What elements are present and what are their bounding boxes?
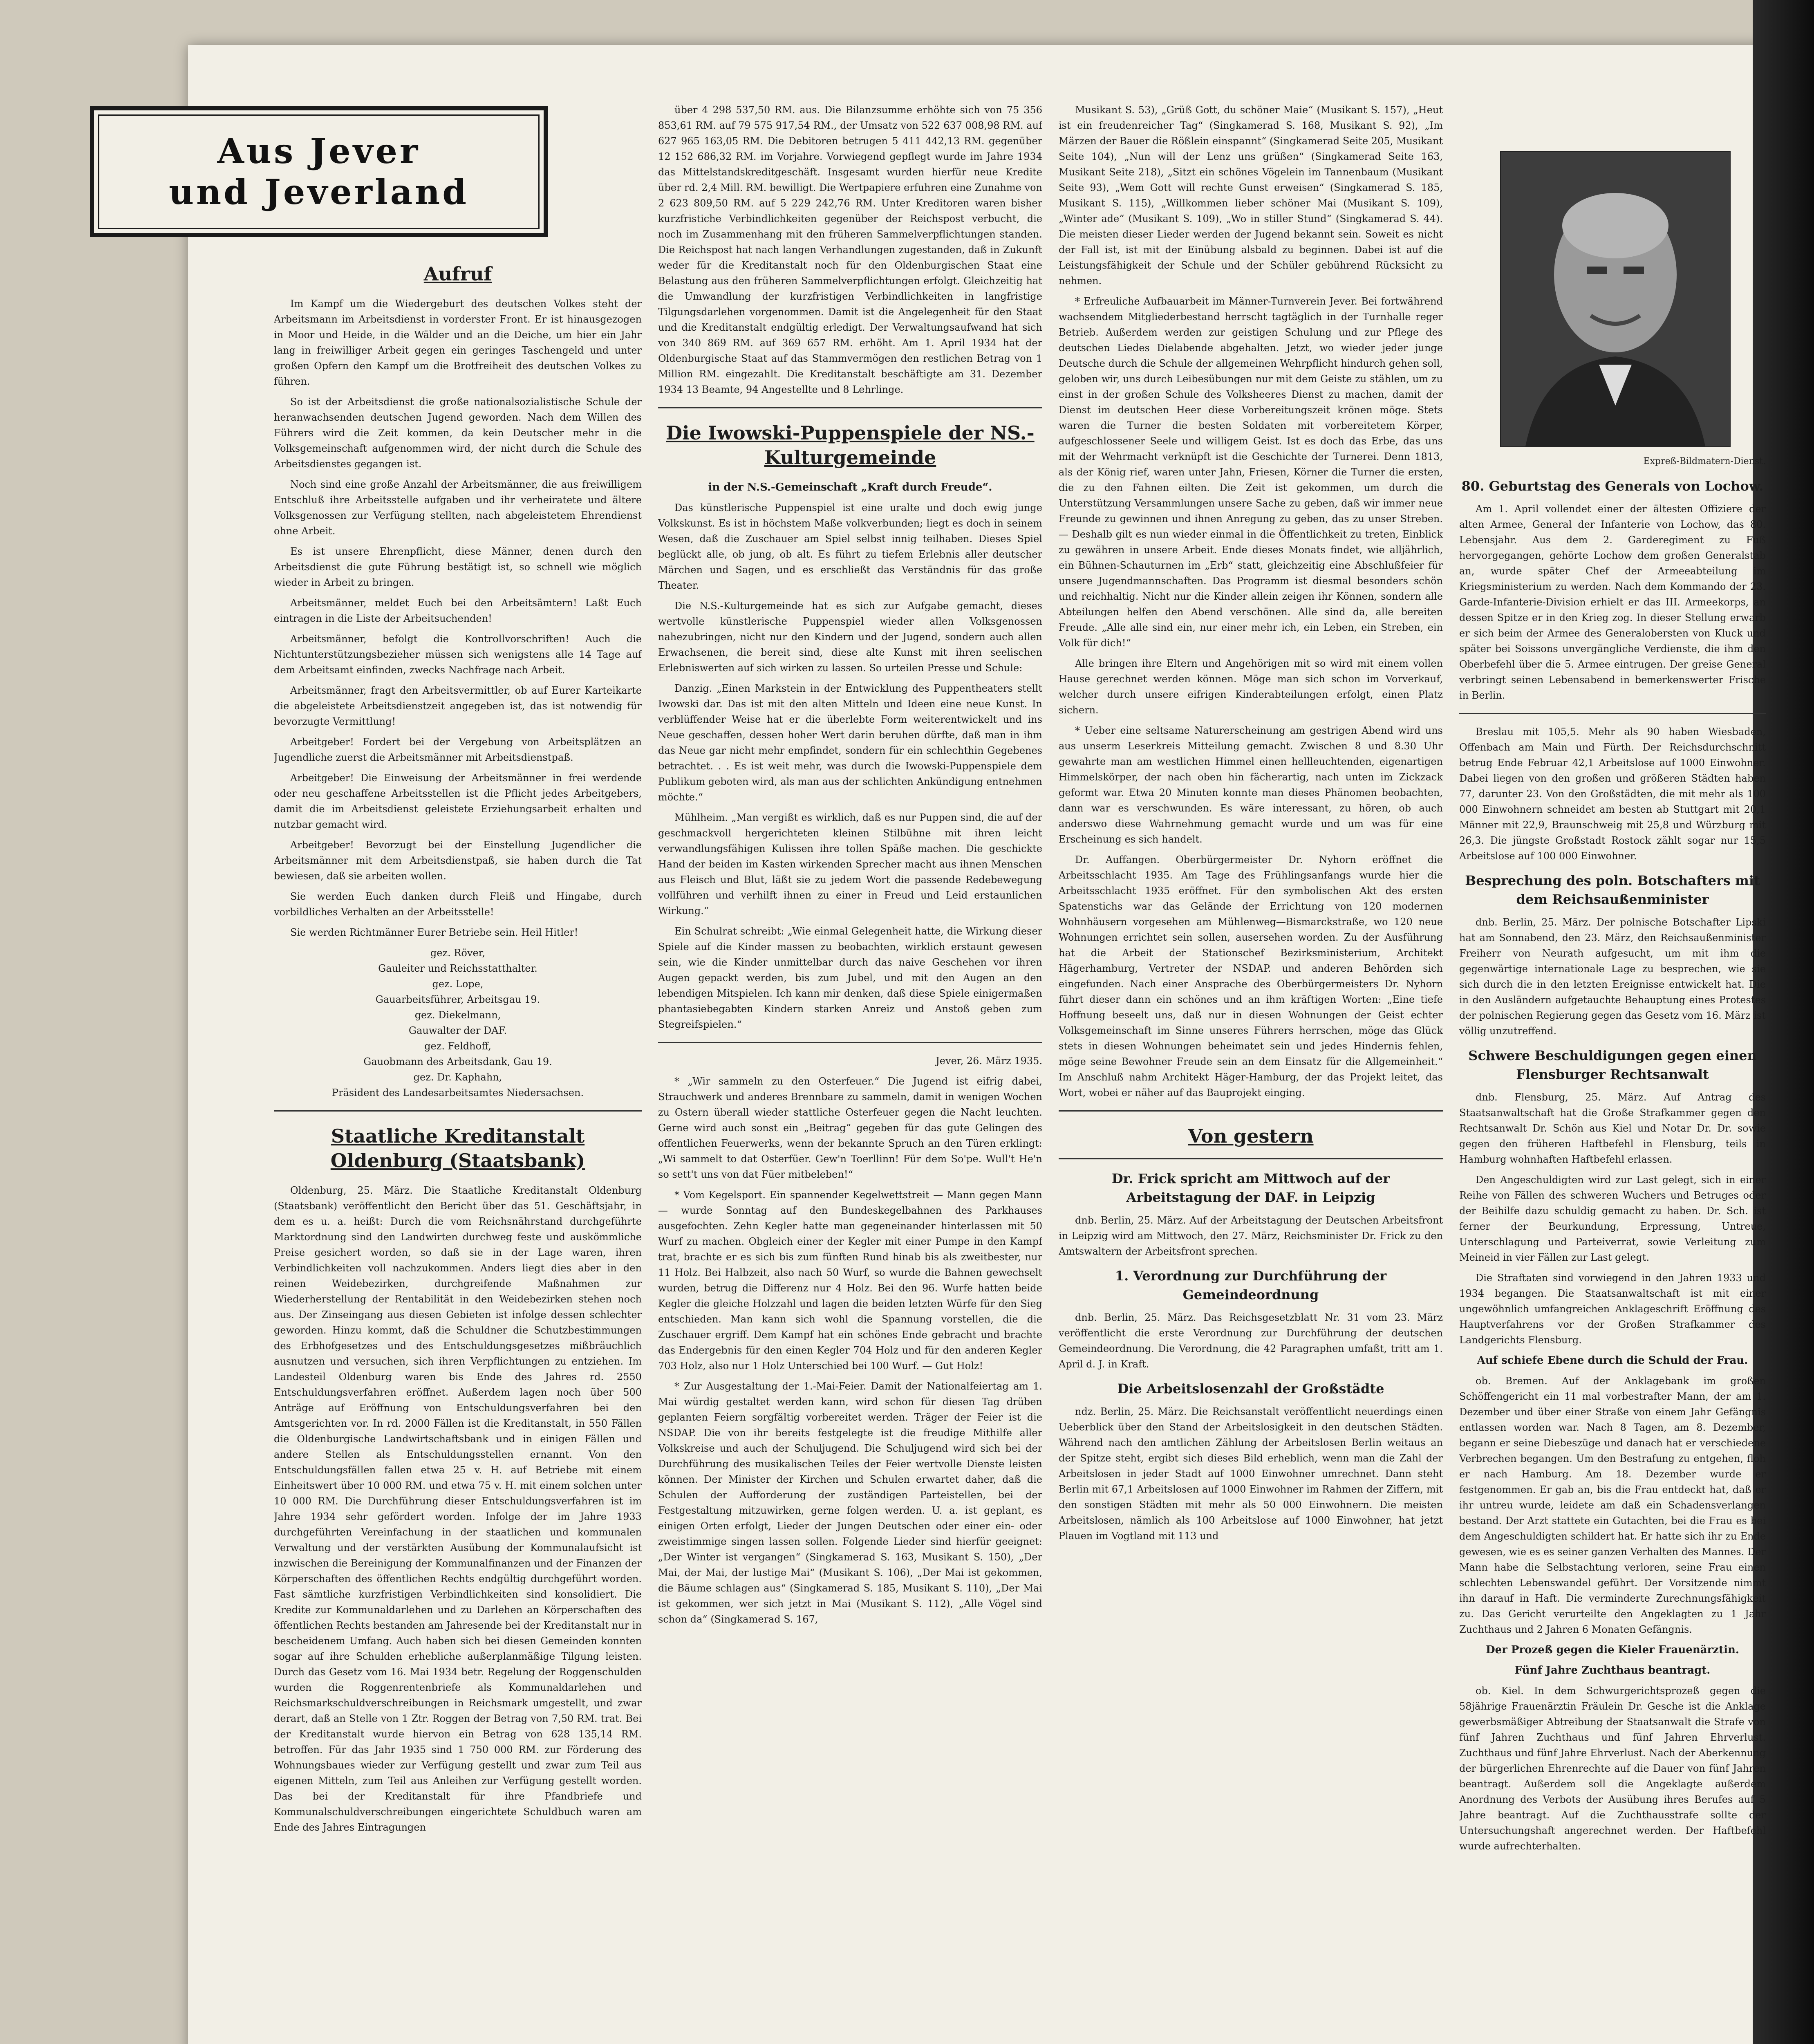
headline: Dr. Frick spricht am Mittwoch auf der Arbeitstagung der DAF. in Leipzig bbox=[1111, 1171, 1390, 1205]
signature-line: Präsident des Landesarbeitsamtes Niedersachsen. bbox=[331, 1087, 584, 1098]
column-4 bbox=[1459, 454, 1766, 2044]
col4-paragraph: Die Straftaten sind vorwiegend in den Jahren 1933 und 1934 begangen. Die Staatsanwaltschaft ist mit einer ungewöhnlich umfangreichen Anklageschrift Eröffnung des Hauptverfahrens vor der Großen Strafkammer des Landgerichts Flensburg. bbox=[1459, 1272, 1766, 1346]
col2-paragraph: Mühlheim. „Man vergißt es wirklich, daß es nur Puppen sind, die auf der geschmackvoll hergerichteten kleinen Stilbühne mit ihren leicht verwandlungsfähigen Kulissen ihre tollen Späße machen. Die geschickte Hand der beiden im Kasten wirkenden Sprecher macht aus ihnen Menschen aus Fleisch und Blut, läßt sie zu jedem Wort die passende Redebewegung vollführen und verhilft ihnen zu einer in Freud und Leid erstaunlichen Wirkung.“ bbox=[658, 812, 1042, 917]
col1-paragraph: Arbeitgeber! Die Einweisung der Arbeitsmänner in frei werdende oder neu geschaffene Arbeitsstellen ist die Pflicht jedes Arbeitgebers, damit die im Arbeitsdienst geleistete Erziehungsarbeit erhalten und nutzbar gemacht wird. bbox=[274, 772, 642, 830]
signature-line: gez. Röver, bbox=[430, 947, 486, 959]
masthead-line-1: Aus Jever bbox=[217, 131, 421, 171]
photo-credit: Expreß-Bildmatern-Dienst. bbox=[1643, 456, 1766, 466]
signature-line: gez. Diekelmann, bbox=[414, 1009, 501, 1021]
col1-paragraph: Sie werden Richtmänner Eurer Betriebe sein. Heil Hitler! bbox=[290, 927, 578, 938]
col3-paragraph: * Ueber eine seltsame Naturerscheinung am gestrigen Abend wird uns aus unserm Leserkreis Mitteilung gemacht. Zwischen 8 und 8.30 Uhr gewahrte man am westlichen Himmel einen hellleuchtenden, eigenartigen Himmelskörper, der nach oben hin fächerartig, nach unten im Zickzack geformt war. Etwa 20 Minuten konnte man dieses Phänomen beobachten, dann war es verschwunden. Es wäre interessant, zu hören, ob auch anderswo diese Wahrnehmung gemacht wurde und um was für eine Erscheinung es sich handelt. bbox=[1059, 725, 1443, 845]
col3-paragraph: dnb. Berlin, 25. März. Das Reichsgesetzblatt Nr. 31 vom 23. März veröffentlicht die erste Verordnung zur Durchführung der deutschen Gemeindeordnung. Die Verordnung, die 42 Paragraphen umfaßt, tritt am 1. April d. J. in Kraft. bbox=[1059, 1312, 1443, 1370]
col1-paragraph: So ist der Arbeitsdienst die große nationalsozialistische Schule der heranwachsenden deutschen Jugend geworden. Nach dem Willen des Führers wird die Zeit kommen, da kein Deutscher mehr in die Volksgemeinschaft aufgenommen wird, der nicht durch die Schule des Arbeitsdienstes gegangen ist. bbox=[274, 396, 642, 470]
signature-line: gez. Dr. Kaphahn, bbox=[413, 1071, 502, 1083]
col4-paragraph: Am 1. April vollendet einer der ältesten Offiziere der alten Armee, General der Infanterie von Lochow, das 80. Lebensjahr. Aus dem 2. Garderegiment zu Fuß hervorgegangen, gehörte Lochow dem großen Generalstab an, wurde später Chef der Armeeabteilung im Kriegsministerium zu werden. Nach dem Kommando der 23. Garde-Infanterie-Division erhielt er das III. Armeekorps, an dessen Spitze er in den Krieg zog. In dieser Stellung erwarb er sich beim der Armee des Generalobersten von Kluck und später bei Soissons unvergängliche Verdienste, die ihm den Oberbefehl über die 5. Armee eintrugen. Der greise General verbringt seinen Lebensabend in bemerkenswerter Frische in Berlin. bbox=[1459, 503, 1766, 701]
section-masthead bbox=[90, 106, 548, 237]
divider bbox=[1059, 1158, 1443, 1159]
subheading: Auf schiefe Ebene durch die Schuld der Frau. bbox=[1477, 1354, 1748, 1367]
col3-paragraph: Dr. Auffangen. Oberbürgermeister Dr. Nyhorn eröffnet die Arbeitsschlacht 1935. Am Tage des Frühlingsanfangs wurde hier die Arbeitsschlacht 1935 eröffnet. Für den symbolischen Akt des ersten Spatenstichs war das Gelände der Errichtung von 120 modernen Wohnhäusern vorgesehen am Mühlenweg—Bismarckstraße, wo 120 neue Wohnungen errichtet sein sollen, ausersehen worden. Zu der Ausführung hat die Arbeit der Stationschef Bezirksministerium, Architekt Hägerhamburg, Vertreter der NSDAP. und anderen Behörden sich eingefunden. Nach einer Ansprache des Oberbürgermeisters Dr. Nyhorn führt dieser dann ein schönes und an ihm kräftigen Worten: „Eine tiefe Hoffnung beseelt uns, daß nur in diesen Wohnungen der Geist echter Volksgemeinschaft im Sinne unseres Führers herrschen, möge das Glück stets in diesen Wohnungen beheimatet sein und jedes Hindernis fehlen, möge seine Bewohner Freude sein an dem Einsatz für die Allgemeinheit.“ Im Anschluß nahm Architekt Häger-Hamburg, der das Projekt leitet, das Wort, wobei er näher auf das Bauprojekt einging. bbox=[1059, 854, 1443, 1098]
col1-paragraph: Arbeitsmänner, fragt den Arbeitsvermittler, ob auf Eurer Karteikarte die abgeleistete Arbeitsdienstzeit angegeben ist, das ist notwendig für bevorzugte Vermittlung! bbox=[274, 685, 642, 727]
col1-paragraph: Arbeitsmänner, befolgt die Kontrollvorschriften! Auch die Nichtunterstützungsbezieher müssen sich wenigstens alle 14 Tage auf dem Arbeitsamt einfinden, zwecks Nachfrage nach Arbeit. bbox=[274, 633, 642, 676]
col2-paragraph: * „Wir sammeln zu den Osterfeuer.“ Die Jugend ist eifrig dabei, Strauchwerk und anderes Brennbare zu sammeln, damit in wenigen Wochen zu Ostern überall wieder stattliche Osterfeuer gegen die Nacht leuchten. Gerne wird auch sonst ein „Beitrag“ gegeben für das gute Gelingen des offentlichen Feuerwerks, wenn der bekannte Spruch an den Türen erklingt: „Wi sammelt to dat Osterfüer. Gew'n Toerllinn! Für dem So'pe. Wull't He'n so sett't uns von dat Füer mitbeleben!“ bbox=[658, 1076, 1042, 1180]
portrait-illustration bbox=[1501, 152, 1730, 446]
dateline: Jever, 26. März 1935. bbox=[936, 1055, 1042, 1067]
col2-paragraph: Danzig. „Einen Markstein in der Entwicklung des Puppentheaters stellt Iwowski dar. Das ist mit den alten Mitteln und Ideen eine neue Kunst. In verblüffender Weise hat er die überlebte Form weiterentwickelt und ins Neue geschaffen, dessen hoher Wert darin beruhen dürfte, daß man in ihm das Neue gar nicht mehr empfindet, sondern für ein schlechthin Gegebenes betrachtet. . . Es ist weit mehr, was durch die Iwowski-Puppenspiele dem Publikum geboten wird, als man aus der schlichten Ankündigung entnehmen möchte.“ bbox=[658, 683, 1042, 803]
col4-paragraph: dnb. Flensburg, 25. März. Auf Antrag des Staatsanwaltschaft hat die Große Strafkammer gegen den Rechtsanwalt Dr. Schön aus Kiel und Notar Dr. Dr. sowie gegen den früheren Haftbefehl in Flensburg, teils in Hamburg wohnhaften Haftbefehl erlassen. bbox=[1459, 1091, 1766, 1165]
divider bbox=[658, 407, 1042, 408]
col1-paragraph: Es ist unsere Ehrenpflicht, diese Männer, denen durch den Arbeitsdienst die gute Führung bestätigt ist, so schnell wie möglich wieder in Arbeit zu bringen. bbox=[274, 546, 642, 588]
column-2 bbox=[658, 102, 1042, 2044]
col2-paragraph: * Vom Kegelsport. Ein spannender Kegelwettstreit — Mann gegen Mann — wurde Sonntag auf den Bundeskegelbahnen des Parkhauses ausgefochten. Zehn Kegler hatte man gegeneinander hinterlassen mit 50 Wurf zu machen. Obgleich einer der Kegler mit einer Pumpe in den Kampf trat, brachte er es sich bis zum fünften Rund hinab bis als zweitbester, nur 11 Holz. Bei Halbzeit, also nach 50 Wurf, so wurde die Bahnen gewechselt wurden, betrug die Differenz nur 4 Holz. Bei den 96. Wurfe hatten beide Kegler die gleiche Holzzahl und lagen die beiden letzten Würfe für den Sieg entschieden. Man kann sich wohl die Spannung vorstellen, die die Zuschauer ergriff. Dem Kampf hat ein schönes Ende gebracht und brachte das Endergebnis für den einen Kegler 704 Holz und für den anderen Kegler 703 Holz, also nur 1 Holz Unterschied bei 100 Wurf. — Gut Holz! bbox=[658, 1189, 1042, 1372]
headline: 1. Verordnung zur Durchführung der Gemeindeordnung bbox=[1115, 1268, 1387, 1302]
col3-paragraph: * Erfreuliche Aufbauarbeit im Männer-Turnverein Jever. Bei fortwährend wachsendem Mitgliederbestand herrscht tagtäglich in der Turnhalle reger Betrieb. Außerdem werden zur geistigen Schulung und zur Pflege des deutschen Liedes Dielabende abgehalten. Jetzt, wo wieder jeder junge Deutsche durch die Schule der allgemeinen Wehrpflicht hindurch gehen soll, geloben wir, uns durch Leibesübungen nur mit dem Geiste zu stählen, um zu einst in der großen Schule des Volksheeres Dienst zu machen, damit der Dienst im deutschen Heer diese Vorbereitungszeit krönen möge. Stets waren die Turner die besten Soldaten mit vorbereitetem Körper, aufgeschlossener Seele und willigem Geist. Ist es doch das Erbe, das uns mit der Wehrmacht verknüpft ist die Geschichte der Turnerei. Denn 1813, als der König rief, waren unter Jahn, Friesen, Körner die Turner die ersten, die zu den Fahnen eilten. Die Zeit ist gekommen, um durch die Unterstützung Versammlungen unsere Sache zu geben, daß wir immer neue Freunde zu gewinnen und ihnen Anregung zu geben, das zu unser Streben. — Deshalb gilt es nun wieder einmal in die Öffentlichkeit zu treten, Einblick zu gewähren in unsere Arbeit. Ende dieses Monats findet, wie alljährlich, ein Bühnen-Schauturnen im „Erb“ statt, gleichzeitig eine Abschlußfeier für unsere Jugendmannschaften. Das Programm ist diesmal besonders schön und reichhaltig. Nicht nur die Kinder allein zeigen ihr Können, sondern alle Abteilungen helfen den Abend verschönen. Alle sind da, alle bereiten Freude. „Alle alle sind ein, nur einer mehr ich, ein Leben, ein Streben, ein Volk für dich!“ bbox=[1059, 296, 1443, 649]
col4-paragraph: Den Angeschuldigten wird zur Last gelegt, sich in einer Reihe von Fällen des schweren Wuchers und Betruges oder der Beihilfe dazu schuldig gemacht zu haben. Dr. Sch. ist ferner der Beurkundung, Erpressung, Untreue, Unterschlagung und Parteiverrat, sowie Verleitung zum Meineid in vier Fällen zur Last gelegt. bbox=[1459, 1174, 1766, 1263]
divider bbox=[1059, 1110, 1443, 1112]
col4-paragraph: Breslau mit 105,5. Mehr als 90 haben Wiesbaden, Offenbach am Main und Fürth. Der Reichsdurchschnitt betrug Ende Februar 42,1 Arbeitslose auf 1000 Einwohner. Dabei liegen von den großen und größeren Städten haben 77, darunter 23. Von den Großstädten, die mit mehr als 100 000 Einwohnern schneidet am besten ab Stuttgart mit 20,1 Männer mit 22,9, Braunschweig mit 25,8 und Würzburg mit 26,3. Die jüngste Großstadt Rostock zählt sogar nur 15,5 Arbeitslose auf 100 000 Einwohner. bbox=[1459, 726, 1766, 862]
subheading: Fünf Jahre Zuchthaus beantragt. bbox=[1514, 1664, 1711, 1676]
divider bbox=[658, 1042, 1042, 1043]
col2-paragraph: Die N.S.-Kulturgemeinde hat es sich zur Aufgabe gemacht, dieses wertvolle künstlerische Puppenspiel wieder allen Volksgenossen nahezubringen, nicht nur den Kindern und der Jugend, sondern auch allen Erwachsenen, die bereit sind, diese alte Kunst mit ihren seelischen Erlebniswerten auf sich wirken zu lassen. So urteilen Presse und Schule: bbox=[658, 600, 1042, 674]
portrait-photo bbox=[1500, 151, 1731, 447]
column-3 bbox=[1059, 102, 1443, 2044]
col2-paragraph: über 4 298 537,50 RM. aus. Die Bilanzsumme erhöhte sich von 75 356 853,61 RM. auf 79 575 917,54 RM., der Umsatz von 522 637 008,98 RM. auf 627 965 163,05 RM. Die Debitoren betrugen 5 411 442,13 RM. gegenüber 12 152 686,32 RM. im Vorjahre. Vorwiegend gepflegt wurde im Jahre 1934 das Mittelstandskreditgeschäft. Insgesamt wurden hierfür neue Kredite über rd. 2,4 Mill. RM. bewilligt. Die Wertpapiere erfuhren eine Zunahme von 2 623 809,50 RM. auf 5 229 242,76 RM. Unter Kreditoren waren bisher kurzfristiche Verbindlichkeiten gegenüber der Reichspost verbucht, die noch im Zusammenhang mit den früheren Sammelverpflichtungen standen. Die Reichspost hat nach langen Verhandlungen zugestanden, daß in Zukunft weder für die Kreditanstalt noch für den Oldenburgischen Staat eine Belastung aus den früheren Sammelverpflichtungen erfolgt. Gleichzeitig hat die Umwandlung der kurzfristigen Verbindlichkeiten in langfristige Tilgungsdarlehen vorgenommen. Damit ist die Angelegenheit für den Staat und die Kreditanstalt endgültig erledigt. Der Verwaltungsaufwand hat sich von 340 869 RM. auf 369 657 RM. erhöht. Am 1. April 1934 hat der Oldenburgische Staat auf das Stammvermögen den restlichen Betrag von 1 Million RM. eingezahlt. Die Kreditanstalt beschäftigte am 31. Dezember 1934 13 Beamte, 94 Angestellte und 8 Lehrlinge. bbox=[658, 104, 1042, 395]
heading-aufruf: Aufruf bbox=[423, 263, 492, 285]
column-1 bbox=[274, 249, 642, 2044]
signature-line: Gauleiter und Reichsstatthalter. bbox=[378, 963, 537, 974]
col3-paragraph: Alle bringen ihre Eltern und Angehörigen mit so wird mit einem vollen Hause gerechnet werden können. Möge man sich schon im Vorverkauf, welcher durch unsere eifrigen Kinderabteilungen erfolgt, einen Platz sichern. bbox=[1059, 658, 1443, 716]
signature-line: gez. Lope, bbox=[432, 978, 484, 990]
col4-paragraph: ob. Bremen. Auf der Anklagebank im großen Schöffengericht ein 11 mal vorbestrafter Mann, der am 1. Dezember und über einer Straße von einem Jahr Gefängnis entlassen worden war. Nach 8 Tagen, am 8. Dezember, begann er seine Diebeszüge und danach hat er verschiedene Verbrechen begangen. Um den Bestrafung zu entgehen, floh er nach Hamburg. Am 18. Dezember wurde er festgenommen. Er gab an, bis die Frau entdeckt hat, daß er ihr untreu wurde, leidete am daß ein Schadensverlangen bestand. Der Arzt stattete ein Gutachten, bei die Frau es bei dem Angeschuldigten schildert hat. Er hatte sich ihr zu Ende gewesen, wie es es seiner ganzen Verhalten des Mannes. Der Mann habe die Selbstachtung verloren, seine Frau einen schlechten Lebenswandel geführt. Der Vorsitzende nimmt ihn darauf in Haft. Die verminderte Zurechnungsfähigkeit zu. Das Gericht verurteilte den Angeklagten zu 1 Jahr Zuchthaus und 2 Jahren 6 Monaten Gefängnis. bbox=[1459, 1375, 1766, 1635]
headline: Schwere Beschuldigungen gegen einen Flensburger Rechtsanwalt bbox=[1468, 1048, 1757, 1082]
col1-paragraph: Arbeitgeber! Fordert bei der Vergebung von Arbeitsplätzen an Jugendliche zuerst die Arbeitsmänner mit Arbeitsdienstpaß. bbox=[274, 736, 642, 763]
col3-paragraph: ndz. Berlin, 25. März. Die Reichsanstalt veröffentlicht neuerdings einen Ueberblick über den Stand der Arbeitslosigkeit in den deutschen Städten. Während nach den amtlichen Zählung der Arbeitslosen Berlin weitaus an der Spitze steht, ergibt sich dieses Bild erheblich, wenn man die Zahl der Arbeitslosen in jeder Stadt auf 1000 Einwohner umrechnet. Dann steht Berlin mit 67,1 Arbeitslosen auf 1000 Einwohner im Rahmen der Ziffern, mit den sonstigen Städten mit mehr als 50 000 Einwohnern. Die meisten Arbeitslosen, nämlich als 100 Arbeitslose auf 1000 Einwohner, hat jetzt Plauen im Vogtland mit 113 und bbox=[1059, 1406, 1443, 1542]
signature-line: Gauarbeitsführer, Arbeitsgau 19. bbox=[375, 994, 540, 1005]
col1-paragraph: Oldenburg, 25. März. Die Staatliche Kreditanstalt Oldenburg (Staatsbank) veröffentlicht den Bericht über das 51. Geschäftsjahr, in dem es u. a. heißt: Durch die vom Reichsnährstand durchgeführte Marktordnung sind den Landwirten durchweg feste und auskömmliche Preise gesichert worden, so daß sie in der Lage waren, ihren Verbindlichkeiten voll nachzukommen. Anders liegt dies aber in den reinen Weidebezirken, durchgreifende Maßnahmen zur Wiederherstellung der Rentabilität in den Weidebezirken stehen noch aus. Der Zinseingang aus diesen Gebieten ist infolge dessen schlechter geworden. Hinzu kommt, daß die Schuldner die Schutzbestimmungen des Erbhofgesetzes und des Entschuldungsgesetzes mißbräuchlich ausnutzen und versuchen, sich ihren Verpflichtungen zu entziehen. Im Landesteil Oldenburg waren bis Ende des Jahres rd. 2550 Entschuldungsverfahren eröffnet. Außerdem lagen noch über 500 Anträge auf Eröffnung von Entschuldungsverfahren bei den Amtsgerichten vor. In rd. 2000 Fällen ist die Kreditanstalt, in 550 Fällen die Oldenburgische Landwirtschaftsbank und in einigen Fällen und andere Stellen als Entschuldungsstellen ernannt. Von den Entschuldungsfällen fallen etwa 25 v. H. auf Betriebe mit einem Einheitswert über 10 000 RM. und etwa 75 v. H. mit einem solchen unter 10 000 RM. Die Durchführung dieser Entschuldungsverfahren ist im Jahre 1934 sehr gefördert worden. Infolge der im Jahre 1933 durchgeführten Vereinfachung in der staatlichen und kommunalen Verwaltung und der verstärkten Ausübung der Kommunalaufsicht ist inzwischen die Bereinigung der Kommunalfinanzen und der Finanzen der Körperschaften des öffentlichen Rechts endgültig durchgeführt worden. Fast sämtliche kurzfristigen Verbindlichkeiten sind konsolidiert. Die Kredite zur Kommunaldarlehen und zu Darlehen an Körperschaften des öffentlichen Rechts bestanden am Jahresende bei der Kreditanstalt nur in bescheidenem Umfang. Auch haben sich bei diesen Gemeinden konnten sogar auf ihre Schulden erhebliche außerplanmäßige Tilgung leisten. Durch das Gesetz vom 16. Mai 1934 betr. Regelung der Roggenschulden wurden die Roggenrentenbriefe als Kommunaldarlehen und Reichsmarkschuldverschreibungen in Reichsmark umgestellt, und zwar derart, daß an Stelle von 1 Ztr. Roggen der Betrag von 7,50 RM. trat. Bei der Kreditanstalt wurde hiervon ein Betrag von 628 135,14 RM. betroffen. Für das Jahr 1935 sind 1 750 000 RM. zur Förderung des Wohnungsbaues wieder zur Verfügung gestellt und zwar zum Teil aus eigenen Mitteln, zum Teil aus Anleihen zur Verfügung gestellt worden. Das bei der Kreditanstalt für ihre Pfandbriefe und Kommunalschuldverschreibungen eingerichtete Schuldbuch waren am Ende des Jahres Eintragungen bbox=[274, 1185, 642, 1833]
divider bbox=[1459, 713, 1766, 714]
col3-paragraph: Musikant S. 53), „Grüß Gott, du schöner Maie“ (Musikant S. 157), „Heut ist ein freudenreicher Tag“ (Singkamerad S. 168, Musikant S. 92), „Im Märzen der Bauer die Rößlein einspannt“ (Singkamerad Seite 205, Musikant Seite 104), „Nun will der Lenz uns grüßen“ (Singkamerad Seite 163, Musikant Seite 218), „Sitzt ein schönes Vögelein im Tannenbaum (Musikant Seite 93), „Wem Gott will rechte Gunst erweisen“ (Singkamerad S. 185, Musikant S. 115), „Willkommen lieber schöner Mai (Musikant S. 109), „Winter ade“ (Musikant S. 109), „Wo in stiller Stund“ (Singkamerad S. 44). Die meisten dieser Lieder werden der Jugend bekannt sein. Soweit es nicht der Fall ist, ist mit der Einübung alsbald zu beginnen. Dabei ist auf die Leistungsfähigkeit der Schule und der Schüler gebührend Rücksicht zu nehmen. bbox=[1059, 104, 1443, 287]
signature-line: Gauwalter der DAF. bbox=[408, 1025, 507, 1036]
col2-paragraph: * Zur Ausgestaltung der 1.-Mai-Feier. Damit der Nationalfeiertag am 1. Mai würdig gestaltet werden kann, wird schon für diesen Tag drüben geplanten Feiern sorgfältig vorbereitet werden. Träger der Feier ist die NSDAP. Die von ihr bereits festgelegte ist die freudige Mithilfe aller Volkskreise und auch der Schuljugend. Die Schuljugend wird sich bei der Durchführung des musikalischen Teiles der Feier wertvolle Dienste leisten können. Der Minister der Kirchen und Schulen erwartet daher, daß die Schulen der Aufforderung der zuständigen Parteistellen, bei der Festgestaltung mitzuwirken, gerne folgen werden. U. a. ist geplant, es einigen Orten erfolgt, Lieder der Jungen Deutschen oder einer ein- oder zweistimmige singen lassen sollen. Folgende Lieder sind hierfür geeignet: „Der Winter ist vergangen“ (Singkamerad S. 163, Musikant S. 150), „Der Mai, der Mai, der lustige Mai“ (Musikant S. 106), „Der Mai ist gekommen, die Bäume schlagen aus“ (Singkamerad S. 185, Musikant S. 110), „Der Mai ist gekommen, wer sich jetzt in Mai (Musikant S. 112), „Alle Vögel sind schon da“ (Singkamerad S. 167, bbox=[658, 1381, 1042, 1625]
col1-paragraph: Im Kampf um die Wiedergeburt des deutschen Volkes steht der Arbeitsmann im Arbeitsdienst in vorderster Front. Er ist hinausgezogen in Moor und Heide, in die Wälder und an die Deiche, um hier ein Jahr lang in freiwilliger Arbeit gegen ein geringes Taschengeld und unter großen Opfern den Kampf um die Brotfreiheit des deutschen Volkes zu führen. bbox=[274, 298, 642, 387]
col4-paragraph: dnb. Berlin, 25. März. Der polnische Botschafter Lipski hat am Sonnabend, den 23. März, den Reichsaußenminister Freiherr von Neurath aufgesucht, um mit ihm die gegenwärtige internationale Lage zu besprechen, wie sie sich durch die in den letzten Ereignisse entwickelt hat. Die in den Ausländern aufgetauchte Behauptung eines Protestes der polnischen Regierung gegen das Gesetz vom 16. März ist völlig unzutreffend. bbox=[1459, 917, 1766, 1037]
col3-paragraph: dnb. Berlin, 25. März. Auf der Arbeitstagung der Deutschen Arbeitsfront in Leipzig wird am Mittwoch, den 27. März, Reichsminister Dr. Frick zu den Amtswaltern der Arbeitsfront sprechen. bbox=[1059, 1215, 1443, 1257]
headline: Besprechung des poln. Botschafters mit dem Reichsaußenminister bbox=[1465, 873, 1760, 907]
col1-paragraph: Arbeitgeber! Bevorzugt bei der Einstellung Jugendlicher die Arbeitsmänner mit dem Arbeitsdienstpaß, sie haben durch die Tat bewiesen, daß sie arbeiten wollen. bbox=[274, 839, 642, 882]
divider bbox=[274, 1110, 642, 1112]
col4-paragraph: ob. Kiel. In dem Schwurgerichtsprozeß gegen die 58jährige Frauenärztin Fräulein Dr. Gesche ist die Anklage gewerbsmäßiger Abtreibung der Staatsanwalt die Strafe von fünf Jahren Zuchthaus und fünf Jahren Ehrverlust. Zuchthaus und fünf Jahre Ehrverlust. Nach der Aberkennung der bürgerlichen Ehrenrechte auf die Dauer von fünf Jahren beantragt. Außerdem soll die Angeklagte außerdem Anordnung des Verbots der Ausübung ihres Berufes auf 5 Jahre beantragt. Auf die Zuchthausstrafe sollte der Untersuchungshaft angerechnet werden. Der Haftbefehl wurde aufrechterhalten. bbox=[1459, 1685, 1766, 1852]
col2-paragraph: Ein Schulrat schreibt: „Wie einmal Gelegenheit hatte, die Wirkung dieser Spiele auf die Kinder massen zu beobachten, wirklich erstaunt gewesen sein, wie die Kinder unmittelbar durch das naive Geschehen vor ihren Augen gepackt werden, bis zum Jubel, und mit den Augen an den lebendigen Mitspielen. Ich kann mir denken, daß diese Spiele einigermaßen phantasiebegabten Kindern starken Anreiz und Anstoß geben zum Stegreifspielen.“ bbox=[658, 926, 1042, 1030]
photo-title: 80. Geburtstag des Generals von Lochow. bbox=[1461, 478, 1764, 494]
signature-line: Gauobmann des Arbeitsdank, Gau 19. bbox=[363, 1056, 552, 1067]
subheading: in der N.S.-Gemeinschaft „Kraft durch Freude“. bbox=[708, 481, 992, 493]
col1-paragraph: Sie werden Euch danken durch Fleiß und Hingabe, durch vorbildliches Verhalten an der Arbeitsstelle! bbox=[274, 891, 642, 918]
heading-kreditanstalt: Staatliche Kreditanstalt Oldenburg (Staatsbank) bbox=[330, 1125, 585, 1172]
heading-puppenspiele: Die Iwowski-Puppenspiele der NS.-Kulturgemeinde bbox=[666, 422, 1035, 468]
subheading: Der Prozeß gegen die Kieler Frauenärztin. bbox=[1486, 1644, 1739, 1656]
col1-paragraph: Noch sind eine große Anzahl der Arbeitsmänner, die aus freiwilligem Entschluß ihre Arbeitsstelle aufgaben und ihr verheiratete und ältere Volksgenossen zur Verfügung stellten, nach abgeleistetem Ehrendienst ohne Arbeit. bbox=[274, 479, 642, 537]
headline: Die Arbeitslosenzahl der Großstädte bbox=[1117, 1381, 1384, 1396]
signature-line: gez. Feldhoff, bbox=[424, 1040, 491, 1052]
col1-paragraph: Arbeitsmänner, meldet Euch bei den Arbeitsämtern! Laßt Euch eintragen in die Liste der Arbeitsuchenden! bbox=[274, 597, 642, 624]
masthead-line-2: und Jeverland bbox=[169, 172, 469, 212]
heading-von-gestern: Von gestern bbox=[1188, 1125, 1314, 1147]
col2-paragraph: Das künstlerische Puppenspiel ist eine uralte und doch ewig junge Volkskunst. Es ist in höchstem Maße volkverbunden; liegt es doch in seinem Wesen, daß die Zuschauer am Spiel selbst innig teilhaben. Dieses Spiel beglückt alle, ob jung, ob alt. Es führt zu tiefem Erlebnis aller deutscher Märchen und Sagen, und es erschließt das Verständnis für das große Theater. bbox=[658, 502, 1042, 591]
